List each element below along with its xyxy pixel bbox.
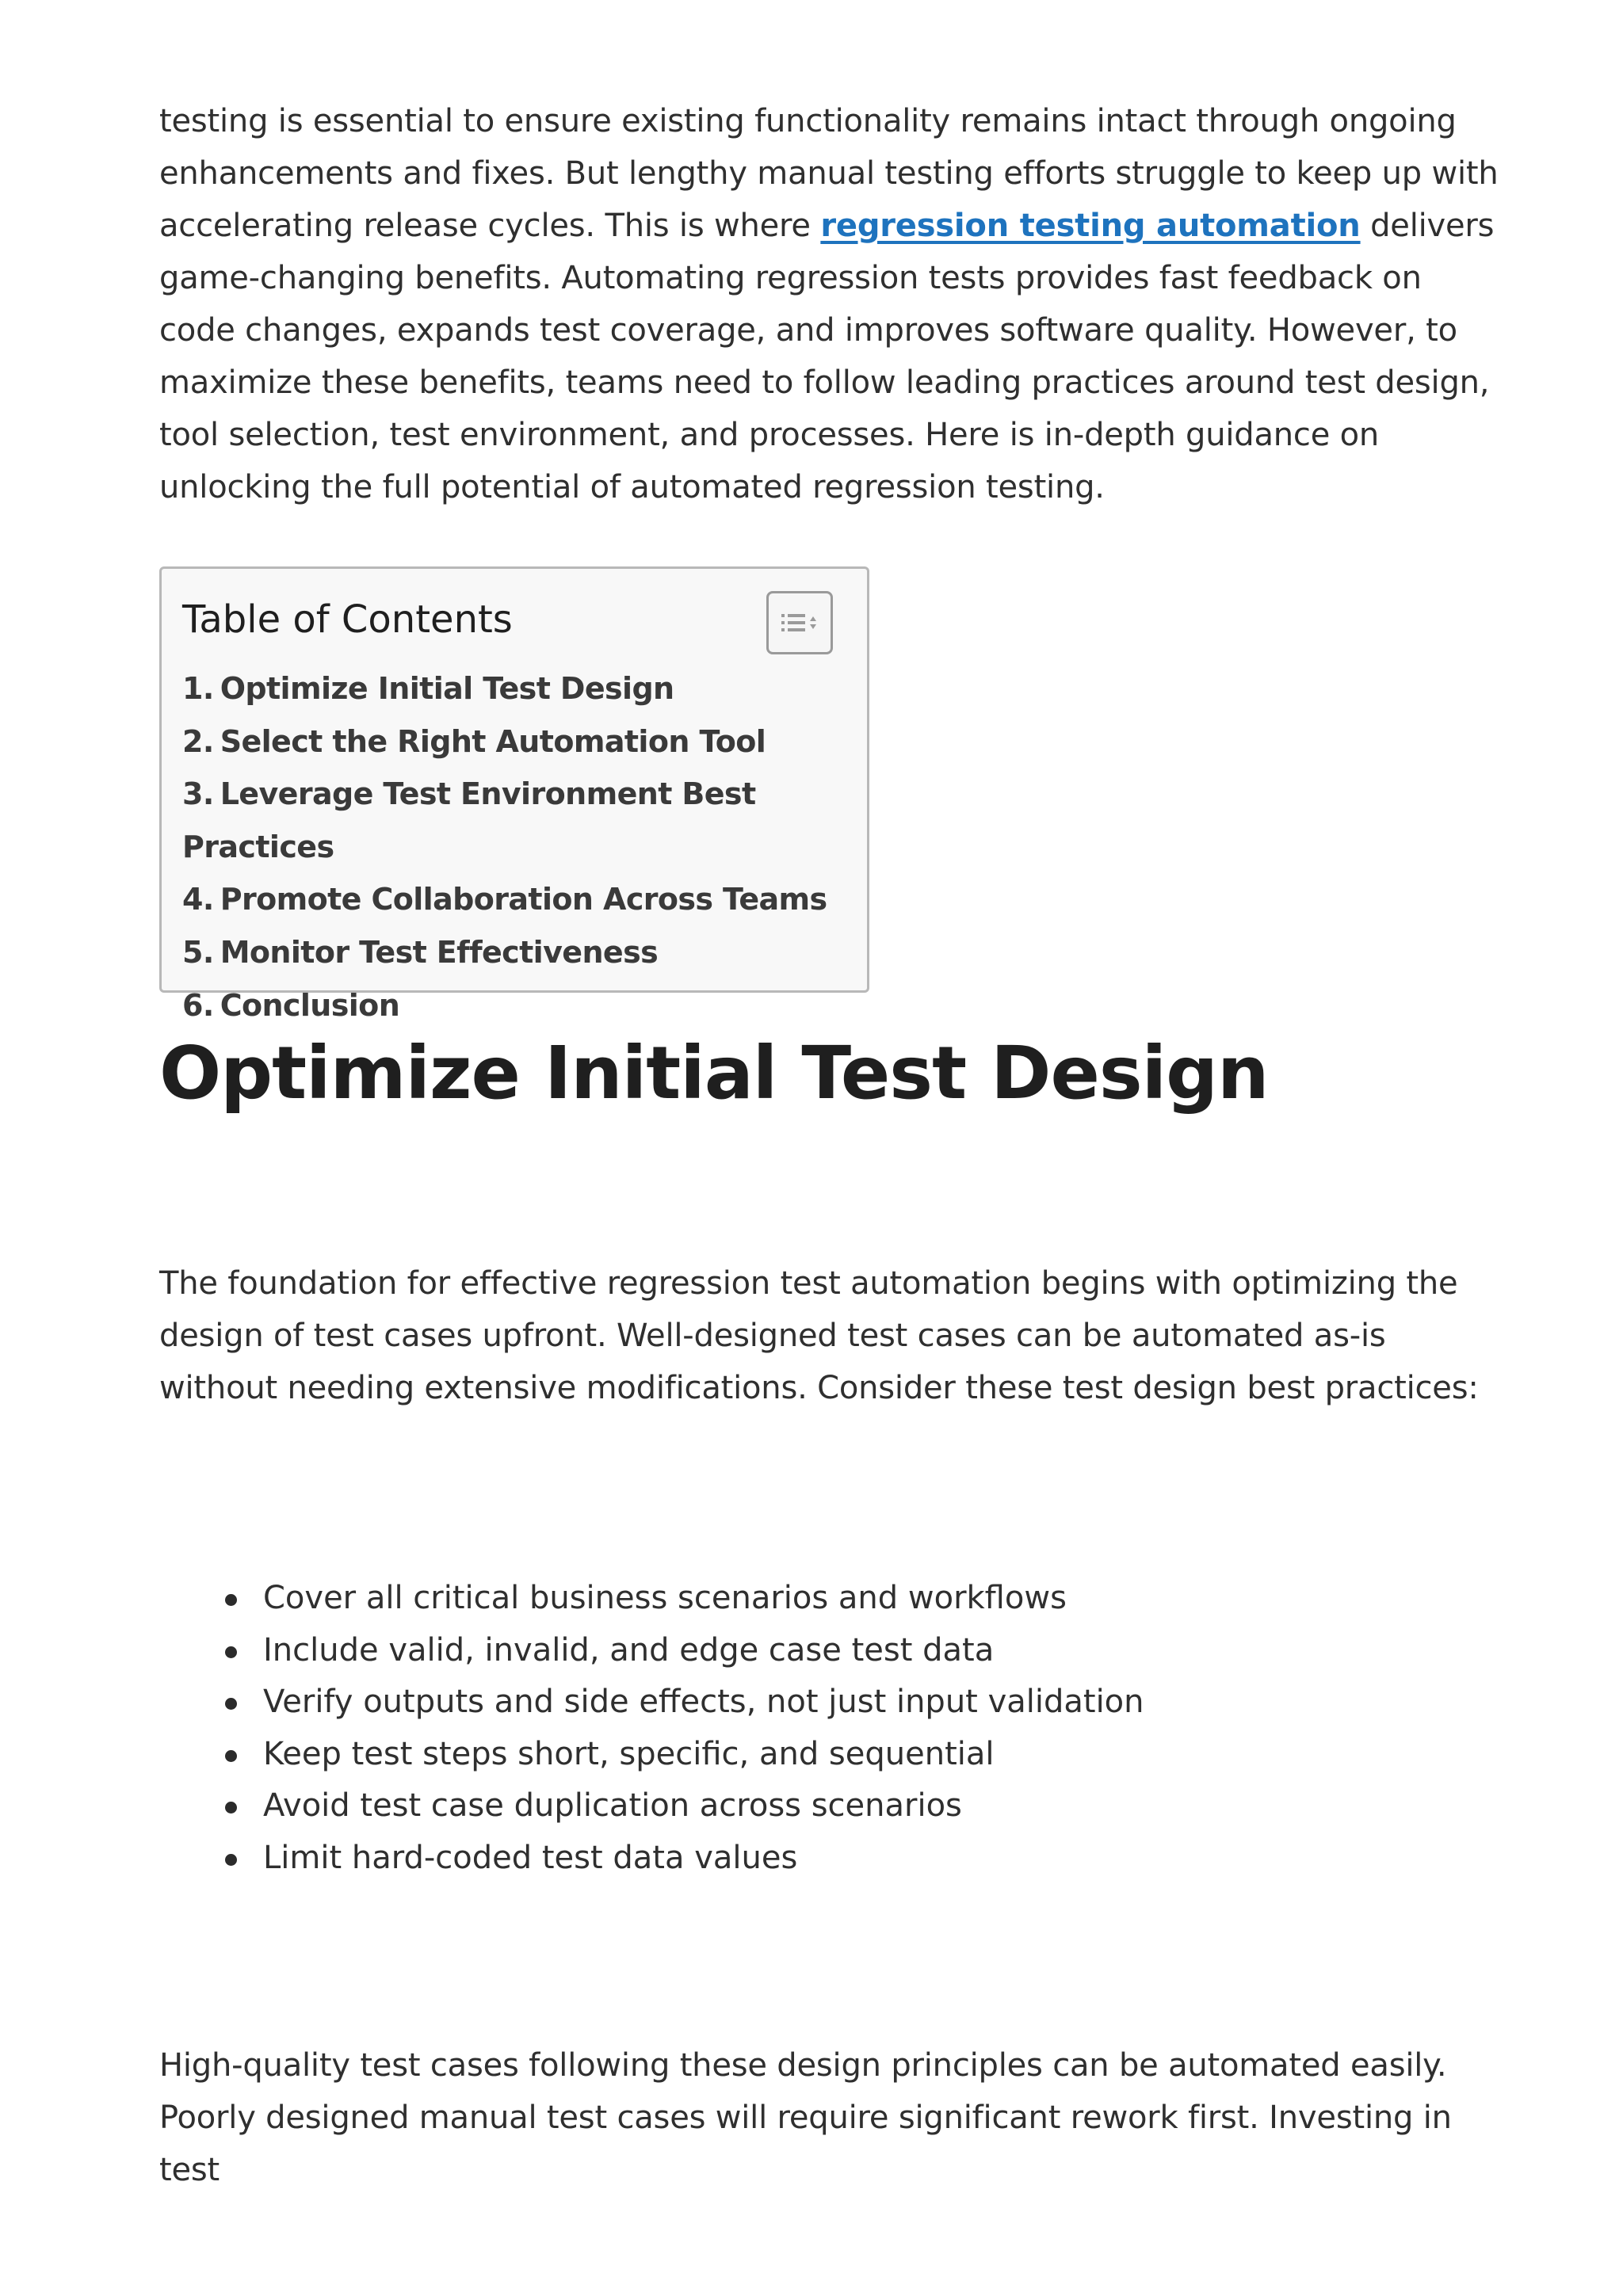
toc-title: Table of Contents bbox=[182, 597, 513, 642]
toc-item-optimize-initial-test-design[interactable]: 1. Optimize Initial Test Design bbox=[182, 671, 674, 706]
intro-paragraph bbox=[159, 95, 1507, 513]
table-of-contents bbox=[159, 566, 869, 1023]
toc-item-select-right-automation-tool[interactable]: 2. Select the Right Automation Tool bbox=[182, 723, 766, 759]
article-body bbox=[159, 95, 1507, 2188]
toc-list bbox=[182, 662, 867, 1032]
regression-automation-link[interactable]: regression testing automation bbox=[820, 208, 1361, 244]
list-item: Limit hard-coded test data values bbox=[159, 1833, 1144, 1885]
section-heading: Optimize Initial Test Design bbox=[159, 1031, 1269, 1116]
list-item: Include valid, invalid, and edge case test data bbox=[159, 1625, 1144, 1677]
intro-text-before: testing is essential to ensure existing functionality remains intact through ongoing enhancements and fixes. But lengthy manual testing efforts struggle to keep up with accelerating release cycles. This is where bbox=[159, 103, 1499, 244]
toc-item-conclusion[interactable]: 6. Conclusion bbox=[182, 987, 400, 1023]
list-item: Verify outputs and side effects, not just input validation bbox=[159, 1676, 1144, 1729]
closing-paragraph: High-quality test cases following these design principles can be automated easily. Poorly designed manual test cases will require significant rework first. Investing in test bbox=[159, 2047, 1452, 2188]
section-paragraph: The foundation for effective regression test automation begins with optimizing the design of test cases upfront. Well-designed test cases can be automated as-is without needing extensive modifications. Consider these test design best practices: bbox=[159, 1265, 1479, 1406]
toc-toggle-button[interactable] bbox=[766, 591, 833, 654]
toc-item-monitor-test-effectiveness[interactable]: 5. Monitor Test Effectiveness bbox=[182, 934, 659, 970]
list-item: Avoid test case duplication across scenarios bbox=[159, 1780, 1144, 1833]
intro-text-after: delivers game-changing benefits. Automating regression tests provides fast feedback on code changes, expands test coverage, and improves software quality. However, to maximize these benefits, teams need to follow leading practices around test design, tool selection, test environment, and processes. Here is in-depth guidance on unlocking the full potential of automated regression testing. bbox=[159, 208, 1495, 505]
best-practices-list bbox=[159, 1573, 1144, 1885]
list-item: Keep test steps short, specific, and sequential bbox=[159, 1729, 1144, 1781]
toc-item-promote-collaboration[interactable]: 4. Promote Collaboration Across Teams bbox=[182, 882, 827, 917]
toc-item-test-environment-best-practices[interactable]: 3. Leverage Test Environment Best Practices bbox=[182, 776, 756, 864]
list-item: Cover all critical business scenarios and workflows bbox=[159, 1573, 1144, 1625]
